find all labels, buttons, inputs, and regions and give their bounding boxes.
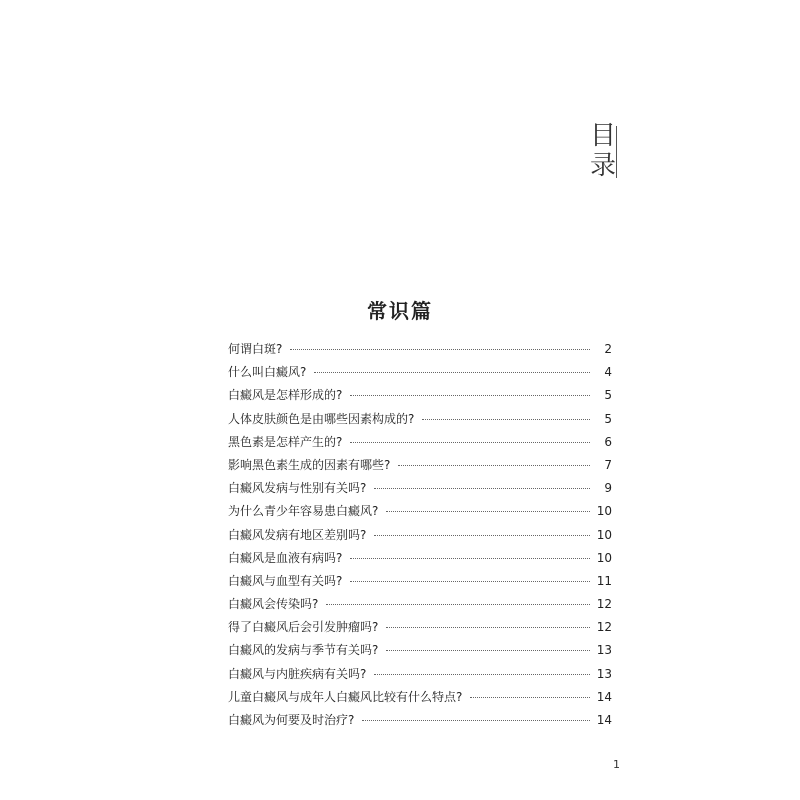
toc-entry-title: 白癜风发病与性别有关吗? — [228, 481, 367, 496]
toc-entry[interactable] — [228, 410, 612, 433]
toc-entry[interactable] — [228, 549, 612, 572]
toc-entry-title: 为什么青少年容易患白癜风? — [228, 504, 379, 519]
toc-entry[interactable] — [228, 572, 612, 595]
toc-dot-leader — [386, 650, 590, 651]
toc-entry-page: 12 — [596, 597, 612, 612]
toc-entry-title: 什么叫白癜风? — [228, 365, 307, 380]
toc-entry[interactable] — [228, 595, 612, 618]
toc-entry-page: 13 — [596, 666, 612, 681]
page-number: 1 — [613, 758, 620, 771]
toc-entry[interactable] — [228, 363, 612, 386]
contents-heading-char-1: 目 — [589, 121, 616, 151]
toc-entry-title: 得了白癜风后会引发肿瘤吗? — [228, 620, 379, 635]
toc-entry[interactable] — [228, 502, 612, 525]
toc-entry[interactable] — [228, 340, 612, 363]
toc-entry-title: 白癜风会传染吗? — [228, 597, 319, 612]
toc-entry[interactable] — [228, 665, 612, 688]
toc-entry[interactable] — [228, 526, 612, 549]
toc-entry-page: 11 — [596, 573, 612, 588]
toc-dot-leader — [326, 604, 590, 605]
toc-entry-page: 10 — [596, 527, 612, 542]
toc-entry[interactable] — [228, 641, 612, 664]
toc-list — [228, 340, 612, 734]
toc-entry-page: 2 — [604, 342, 612, 356]
toc-entry[interactable] — [228, 618, 612, 641]
toc-dot-leader — [422, 419, 590, 420]
toc-entry-title: 影响黑色素生成的因素有哪些? — [228, 457, 391, 472]
toc-entry-page: 13 — [596, 643, 612, 658]
toc-entry-title: 白癜风发病有地区差别吗? — [228, 527, 367, 542]
toc-entry-page: 4 — [604, 365, 612, 380]
toc-entry-title: 白癜风是血液有病吗? — [228, 550, 343, 565]
toc-dot-leader — [374, 674, 590, 675]
toc-entry[interactable] — [228, 456, 612, 479]
toc-entry[interactable] — [228, 433, 612, 456]
toc-entry-title: 白癜风为何要及时治疗? — [228, 713, 355, 727]
toc-entry-page: 6 — [604, 434, 612, 449]
toc-dot-leader — [290, 349, 590, 350]
toc-dot-leader — [350, 395, 590, 396]
toc-entry-title: 何谓白斑? — [228, 342, 283, 356]
toc-entry-page: 14 — [596, 689, 612, 704]
contents-heading-rule — [616, 126, 617, 178]
toc-entry-page: 5 — [604, 388, 612, 403]
toc-entry-title: 白癜风与血型有关吗? — [228, 573, 343, 588]
section-title: 常识篇 — [367, 299, 433, 323]
toc-dot-leader — [350, 581, 590, 582]
toc-entry[interactable] — [228, 711, 612, 734]
toc-entry-title: 黑色素是怎样产生的? — [228, 434, 343, 449]
toc-entry-page: 9 — [604, 481, 612, 496]
toc-entry-page: 10 — [596, 504, 612, 519]
toc-entry-page: 10 — [596, 550, 612, 565]
toc-entry-page: 7 — [604, 457, 612, 472]
toc-entry-title: 白癜风的发病与季节有关吗? — [228, 643, 379, 658]
toc-entry-title: 白癜风与内脏疾病有关吗? — [228, 666, 367, 681]
toc-entry[interactable] — [228, 688, 612, 711]
toc-dot-leader — [398, 465, 590, 466]
toc-entry[interactable] — [228, 479, 612, 502]
toc-dot-leader — [350, 558, 590, 559]
toc-entry-page: 12 — [596, 620, 612, 635]
contents-heading — [586, 121, 620, 181]
toc-entry-page: 5 — [604, 411, 612, 426]
toc-dot-leader — [350, 442, 590, 443]
toc-dot-leader — [386, 511, 590, 512]
toc-entry-title: 儿童白癜风与成年人白癜风比较有什么特点? — [228, 689, 463, 704]
contents-heading-char-2: 录 — [589, 151, 616, 181]
toc-dot-leader — [386, 627, 590, 628]
toc-entry-title: 人体皮肤颜色是由哪些因素构成的? — [228, 411, 415, 426]
toc-dot-leader — [374, 488, 590, 489]
toc-dot-leader — [362, 720, 590, 721]
toc-entry[interactable] — [228, 386, 612, 409]
toc-dot-leader — [470, 697, 590, 698]
toc-dot-leader — [374, 535, 590, 536]
toc-dot-leader — [314, 372, 590, 373]
toc-entry-page: 14 — [596, 713, 612, 727]
toc-entry-title: 白癜风是怎样形成的? — [228, 388, 343, 403]
